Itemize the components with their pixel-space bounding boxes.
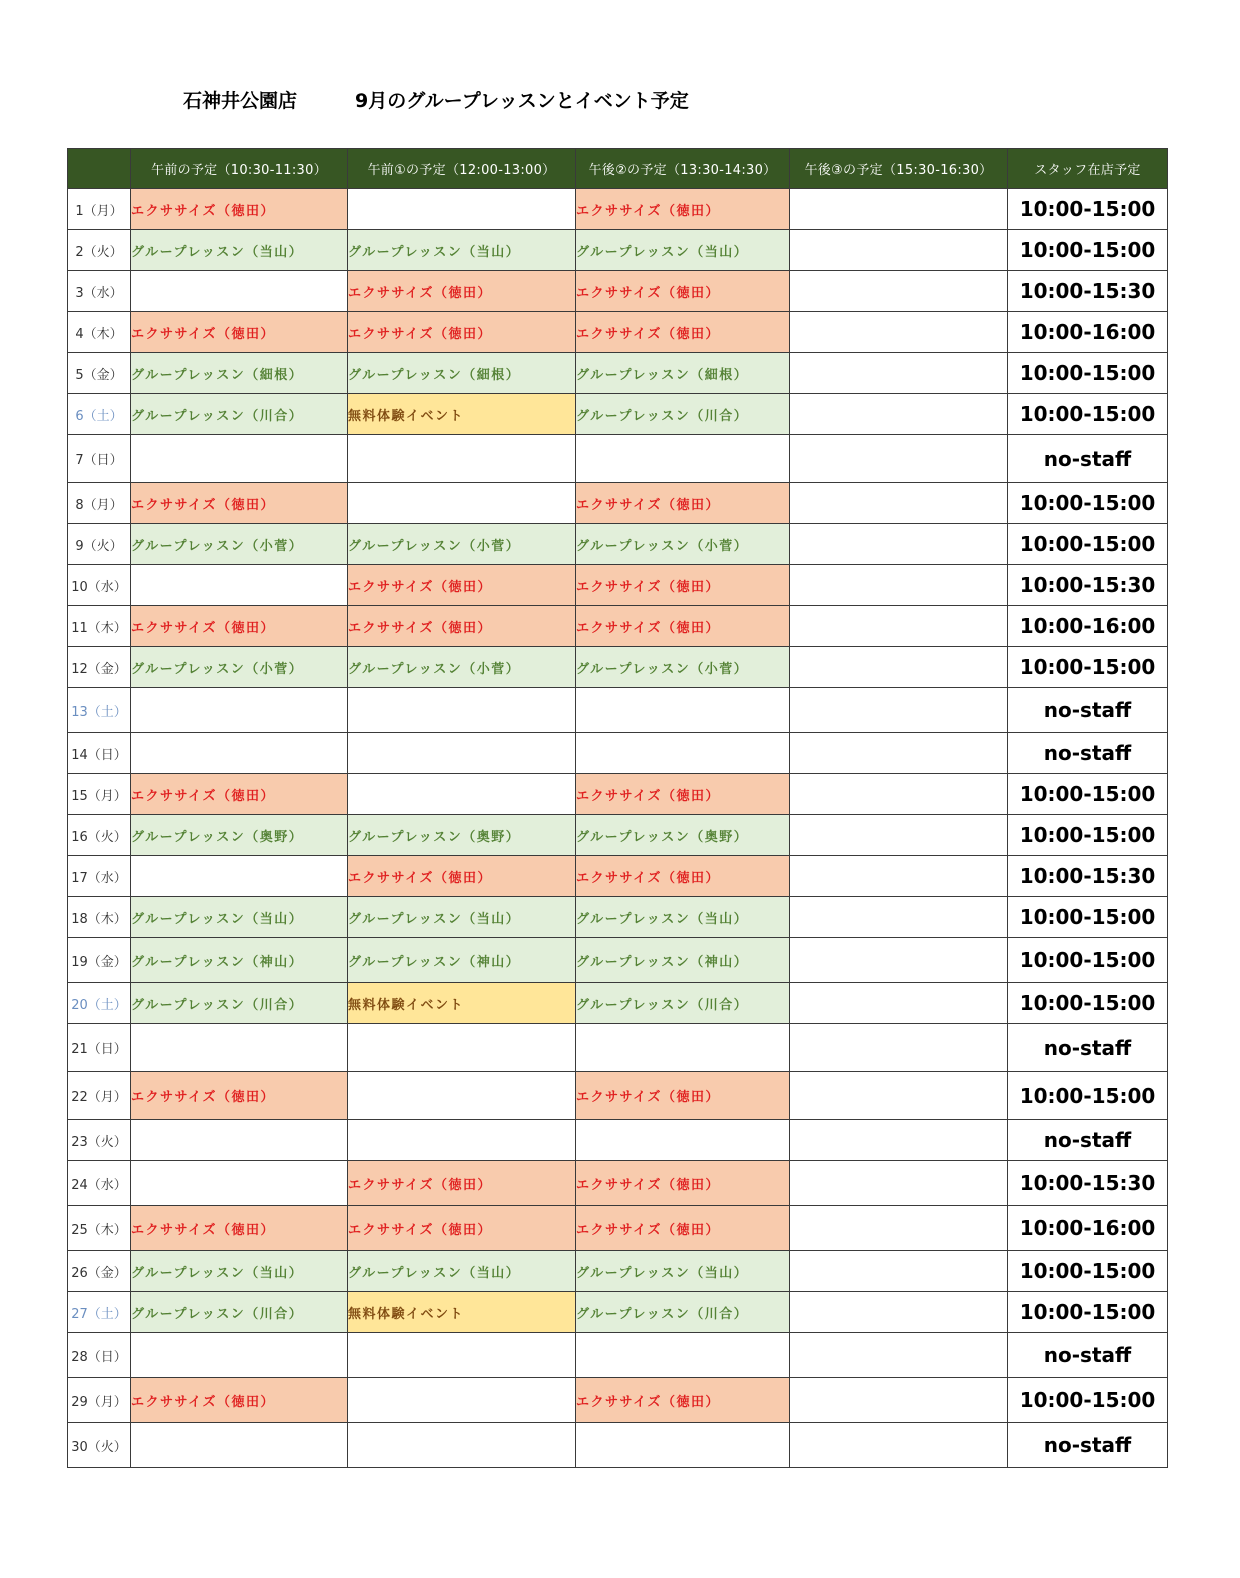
slot-afternoon-2-cell: エクササイズ（徳田） bbox=[576, 271, 790, 312]
slot-noon-1-cell: 無料体験イベント bbox=[348, 983, 576, 1024]
slot-afternoon-2-cell: エクササイズ（徳田） bbox=[576, 1378, 790, 1423]
table-row bbox=[68, 1333, 1168, 1378]
slot-afternoon-3-cell bbox=[790, 1423, 1008, 1468]
slot-afternoon-3-cell bbox=[790, 938, 1008, 983]
slot-morning-cell: グループレッスン（当山） bbox=[131, 1251, 348, 1292]
slot-afternoon-2-cell: グループレッスン（奥野） bbox=[576, 815, 790, 856]
slot-afternoon-3-cell bbox=[790, 1206, 1008, 1251]
date-cell: 9（火） bbox=[68, 524, 131, 565]
table-row bbox=[68, 1024, 1168, 1072]
slot-afternoon-3-cell bbox=[790, 1333, 1008, 1378]
slot-morning-cell: グループレッスン（川合） bbox=[131, 394, 348, 435]
column-header-date bbox=[68, 149, 131, 189]
slot-noon-1-cell: グループレッスン（小菅） bbox=[348, 647, 576, 688]
slot-afternoon-3-cell bbox=[790, 565, 1008, 606]
staff-hours-cell: 10:00-15:30 bbox=[1008, 565, 1168, 606]
slot-afternoon-2-cell: エクササイズ（徳田） bbox=[576, 189, 790, 230]
slot-morning-cell bbox=[131, 435, 348, 483]
slot-afternoon-3-cell bbox=[790, 897, 1008, 938]
date-cell: 26（金） bbox=[68, 1251, 131, 1292]
slot-afternoon-2-cell: エクササイズ（徳田） bbox=[576, 312, 790, 353]
slot-morning-cell bbox=[131, 1333, 348, 1378]
slot-afternoon-3-cell bbox=[790, 647, 1008, 688]
table-row bbox=[68, 1423, 1168, 1468]
date-cell: 7（日） bbox=[68, 435, 131, 483]
slot-afternoon-3-cell bbox=[790, 312, 1008, 353]
staff-hours-cell: 10:00-15:30 bbox=[1008, 1161, 1168, 1206]
date-cell: 13（土） bbox=[68, 688, 131, 733]
table-row bbox=[68, 524, 1168, 565]
slot-afternoon-3-cell bbox=[790, 1120, 1008, 1161]
table-row bbox=[68, 606, 1168, 647]
slot-noon-1-cell: グループレッスン（奥野） bbox=[348, 815, 576, 856]
slot-afternoon-2-cell: エクササイズ（徳田） bbox=[576, 856, 790, 897]
table-row bbox=[68, 189, 1168, 230]
slot-afternoon-3-cell bbox=[790, 774, 1008, 815]
slot-noon-1-cell: エクササイズ（徳田） bbox=[348, 1161, 576, 1206]
slot-afternoon-3-cell bbox=[790, 856, 1008, 897]
staff-hours-cell: 10:00-15:00 bbox=[1008, 1072, 1168, 1120]
slot-morning-cell bbox=[131, 1161, 348, 1206]
staff-hours-cell: 10:00-15:00 bbox=[1008, 524, 1168, 565]
slot-morning-cell bbox=[131, 565, 348, 606]
slot-afternoon-3-cell bbox=[790, 1161, 1008, 1206]
slot-afternoon-2-cell: グループレッスン（当山） bbox=[576, 897, 790, 938]
slot-afternoon-2-cell bbox=[576, 1120, 790, 1161]
slot-afternoon-3-cell bbox=[790, 353, 1008, 394]
staff-hours-cell: 10:00-15:00 bbox=[1008, 897, 1168, 938]
table-row bbox=[68, 815, 1168, 856]
slot-noon-1-cell bbox=[348, 733, 576, 774]
slot-afternoon-3-cell bbox=[790, 983, 1008, 1024]
table-row bbox=[68, 1120, 1168, 1161]
table-row bbox=[68, 647, 1168, 688]
slot-morning-cell: グループレッスン（神山） bbox=[131, 938, 348, 983]
slot-morning-cell: エクササイズ（徳田） bbox=[131, 312, 348, 353]
table-row bbox=[68, 1378, 1168, 1423]
date-cell: 18（木） bbox=[68, 897, 131, 938]
date-cell: 16（火） bbox=[68, 815, 131, 856]
table-row bbox=[68, 1206, 1168, 1251]
slot-noon-1-cell bbox=[348, 1024, 576, 1072]
slot-morning-cell: エクササイズ（徳田） bbox=[131, 774, 348, 815]
slot-morning-cell: エクササイズ（徳田） bbox=[131, 483, 348, 524]
staff-hours-cell: no-staff bbox=[1008, 1120, 1168, 1161]
date-cell: 30（火） bbox=[68, 1423, 131, 1468]
slot-noon-1-cell: グループレッスン（当山） bbox=[348, 230, 576, 271]
column-header-morning: 午前の予定（10:30-11:30） bbox=[131, 149, 348, 189]
date-cell: 28（日） bbox=[68, 1333, 131, 1378]
slot-noon-1-cell bbox=[348, 483, 576, 524]
date-cell: 22（月） bbox=[68, 1072, 131, 1120]
slot-afternoon-2-cell: エクササイズ（徳田） bbox=[576, 774, 790, 815]
staff-hours-cell: no-staff bbox=[1008, 1423, 1168, 1468]
staff-hours-cell: 10:00-15:00 bbox=[1008, 983, 1168, 1024]
slot-afternoon-2-cell bbox=[576, 1333, 790, 1378]
date-cell: 19（金） bbox=[68, 938, 131, 983]
date-cell: 14（日） bbox=[68, 733, 131, 774]
title-row bbox=[0, 86, 1240, 116]
date-cell: 21（日） bbox=[68, 1024, 131, 1072]
date-cell: 27（土） bbox=[68, 1292, 131, 1333]
column-header-staff: スタッフ在店予定 bbox=[1008, 149, 1168, 189]
slot-afternoon-3-cell bbox=[790, 483, 1008, 524]
date-cell: 10（水） bbox=[68, 565, 131, 606]
table-row bbox=[68, 897, 1168, 938]
staff-hours-cell: no-staff bbox=[1008, 435, 1168, 483]
table-row bbox=[68, 312, 1168, 353]
slot-morning-cell bbox=[131, 1423, 348, 1468]
slot-afternoon-2-cell bbox=[576, 688, 790, 733]
slot-afternoon-2-cell bbox=[576, 1423, 790, 1468]
slot-afternoon-2-cell: グループレッスン（当山） bbox=[576, 1251, 790, 1292]
slot-morning-cell bbox=[131, 856, 348, 897]
table-row bbox=[68, 435, 1168, 483]
slot-afternoon-3-cell bbox=[790, 1292, 1008, 1333]
slot-noon-1-cell bbox=[348, 1072, 576, 1120]
slot-afternoon-3-cell bbox=[790, 1024, 1008, 1072]
staff-hours-cell: 10:00-15:30 bbox=[1008, 856, 1168, 897]
date-cell: 8（月） bbox=[68, 483, 131, 524]
slot-afternoon-2-cell: グループレッスン（川合） bbox=[576, 1292, 790, 1333]
slot-noon-1-cell bbox=[348, 1423, 576, 1468]
column-header-noon-1: 午前①の予定（12:00-13:00） bbox=[348, 149, 576, 189]
slot-noon-1-cell bbox=[348, 435, 576, 483]
slot-afternoon-3-cell bbox=[790, 230, 1008, 271]
slot-morning-cell: エクササイズ（徳田） bbox=[131, 1206, 348, 1251]
slot-afternoon-2-cell: グループレッスン（細根） bbox=[576, 353, 790, 394]
slot-noon-1-cell: エクササイズ（徳田） bbox=[348, 1206, 576, 1251]
slot-afternoon-2-cell: エクササイズ（徳田） bbox=[576, 1206, 790, 1251]
staff-hours-cell: no-staff bbox=[1008, 1333, 1168, 1378]
date-cell: 2（火） bbox=[68, 230, 131, 271]
slot-noon-1-cell bbox=[348, 688, 576, 733]
date-cell: 15（月） bbox=[68, 774, 131, 815]
table-row bbox=[68, 983, 1168, 1024]
table-row bbox=[68, 394, 1168, 435]
slot-afternoon-2-cell: グループレッスン（川合） bbox=[576, 394, 790, 435]
staff-hours-cell: 10:00-15:00 bbox=[1008, 647, 1168, 688]
staff-hours-cell: 10:00-15:00 bbox=[1008, 353, 1168, 394]
slot-noon-1-cell bbox=[348, 1378, 576, 1423]
slot-morning-cell: グループレッスン（小菅） bbox=[131, 647, 348, 688]
slot-noon-1-cell: エクササイズ（徳田） bbox=[348, 565, 576, 606]
slot-afternoon-3-cell bbox=[790, 1378, 1008, 1423]
date-cell: 1（月） bbox=[68, 189, 131, 230]
staff-hours-cell: 10:00-15:00 bbox=[1008, 1378, 1168, 1423]
staff-hours-cell: no-staff bbox=[1008, 1024, 1168, 1072]
slot-afternoon-2-cell: グループレッスン（神山） bbox=[576, 938, 790, 983]
slot-noon-1-cell: 無料体験イベント bbox=[348, 394, 576, 435]
slot-afternoon-2-cell: グループレッスン（小菅） bbox=[576, 524, 790, 565]
table-row bbox=[68, 565, 1168, 606]
staff-hours-cell: 10:00-15:00 bbox=[1008, 1251, 1168, 1292]
staff-hours-cell: 10:00-15:00 bbox=[1008, 774, 1168, 815]
slot-morning-cell bbox=[131, 271, 348, 312]
slot-afternoon-3-cell bbox=[790, 435, 1008, 483]
slot-noon-1-cell: グループレッスン（細根） bbox=[348, 353, 576, 394]
slot-afternoon-2-cell: エクササイズ（徳田） bbox=[576, 1072, 790, 1120]
date-cell: 12（金） bbox=[68, 647, 131, 688]
slot-morning-cell: エクササイズ（徳田） bbox=[131, 1072, 348, 1120]
staff-hours-cell: 10:00-15:30 bbox=[1008, 271, 1168, 312]
date-cell: 11（木） bbox=[68, 606, 131, 647]
table-row bbox=[68, 271, 1168, 312]
slot-noon-1-cell: エクササイズ（徳田） bbox=[348, 856, 576, 897]
slot-afternoon-3-cell bbox=[790, 394, 1008, 435]
slot-morning-cell bbox=[131, 733, 348, 774]
staff-hours-cell: 10:00-15:00 bbox=[1008, 938, 1168, 983]
staff-hours-cell: 10:00-16:00 bbox=[1008, 312, 1168, 353]
slot-noon-1-cell: 無料体験イベント bbox=[348, 1292, 576, 1333]
slot-morning-cell: グループレッスン（当山） bbox=[131, 230, 348, 271]
slot-morning-cell: グループレッスン（川合） bbox=[131, 983, 348, 1024]
staff-hours-cell: 10:00-15:00 bbox=[1008, 230, 1168, 271]
date-cell: 29（月） bbox=[68, 1378, 131, 1423]
table-row bbox=[68, 353, 1168, 394]
slot-afternoon-2-cell bbox=[576, 733, 790, 774]
table-row bbox=[68, 1161, 1168, 1206]
slot-afternoon-2-cell: エクササイズ（徳田） bbox=[576, 606, 790, 647]
table-row bbox=[68, 688, 1168, 733]
column-header-afternoon-3: 午後③の予定（15:30-16:30） bbox=[790, 149, 1008, 189]
date-cell: 5（金） bbox=[68, 353, 131, 394]
slot-noon-1-cell: グループレッスン（神山） bbox=[348, 938, 576, 983]
slot-afternoon-3-cell bbox=[790, 189, 1008, 230]
staff-hours-cell: no-staff bbox=[1008, 688, 1168, 733]
date-cell: 23（火） bbox=[68, 1120, 131, 1161]
slot-morning-cell bbox=[131, 1120, 348, 1161]
slot-afternoon-2-cell: エクササイズ（徳田） bbox=[576, 565, 790, 606]
slot-afternoon-2-cell bbox=[576, 435, 790, 483]
slot-afternoon-3-cell bbox=[790, 688, 1008, 733]
table-row bbox=[68, 1292, 1168, 1333]
staff-hours-cell: 10:00-15:00 bbox=[1008, 189, 1168, 230]
date-cell: 20（土） bbox=[68, 983, 131, 1024]
table-row bbox=[68, 1072, 1168, 1120]
slot-morning-cell: グループレッスン（小菅） bbox=[131, 524, 348, 565]
table-row bbox=[68, 938, 1168, 983]
staff-hours-cell: no-staff bbox=[1008, 733, 1168, 774]
slot-morning-cell: エクササイズ（徳田） bbox=[131, 606, 348, 647]
slot-noon-1-cell: エクササイズ（徳田） bbox=[348, 312, 576, 353]
table-row bbox=[68, 1251, 1168, 1292]
slot-morning-cell bbox=[131, 688, 348, 733]
table-body bbox=[68, 189, 1168, 1468]
slot-morning-cell: グループレッスン（細根） bbox=[131, 353, 348, 394]
date-cell: 24（水） bbox=[68, 1161, 131, 1206]
slot-morning-cell: エクササイズ（徳田） bbox=[131, 1378, 348, 1423]
slot-afternoon-3-cell bbox=[790, 271, 1008, 312]
slot-noon-1-cell: グループレッスン（小菅） bbox=[348, 524, 576, 565]
slot-afternoon-3-cell bbox=[790, 606, 1008, 647]
table-row bbox=[68, 733, 1168, 774]
staff-hours-cell: 10:00-15:00 bbox=[1008, 1292, 1168, 1333]
store-name: 石神井公園店 bbox=[183, 90, 298, 112]
date-cell: 6（土） bbox=[68, 394, 131, 435]
column-header-afternoon-2: 午後②の予定（13:30-14:30） bbox=[576, 149, 790, 189]
table-row bbox=[68, 856, 1168, 897]
slot-noon-1-cell: エクササイズ（徳田） bbox=[348, 271, 576, 312]
slot-morning-cell: グループレッスン（奥野） bbox=[131, 815, 348, 856]
slot-noon-1-cell: グループレッスン（当山） bbox=[348, 897, 576, 938]
slot-afternoon-2-cell bbox=[576, 1024, 790, 1072]
staff-hours-cell: 10:00-15:00 bbox=[1008, 394, 1168, 435]
slot-afternoon-2-cell: グループレッスン（川合） bbox=[576, 983, 790, 1024]
page-title: 9月のグループレッスンとイベント予定 bbox=[355, 90, 689, 112]
slot-afternoon-2-cell: エクササイズ（徳田） bbox=[576, 483, 790, 524]
date-cell: 17（水） bbox=[68, 856, 131, 897]
table-row bbox=[68, 230, 1168, 271]
staff-hours-cell: 10:00-15:00 bbox=[1008, 815, 1168, 856]
slot-afternoon-2-cell: グループレッスン（小菅） bbox=[576, 647, 790, 688]
slot-noon-1-cell: グループレッスン（当山） bbox=[348, 1251, 576, 1292]
staff-hours-cell: 10:00-15:00 bbox=[1008, 483, 1168, 524]
slot-noon-1-cell bbox=[348, 1333, 576, 1378]
slot-afternoon-3-cell bbox=[790, 524, 1008, 565]
slot-afternoon-3-cell bbox=[790, 1251, 1008, 1292]
slot-noon-1-cell bbox=[348, 189, 576, 230]
slot-afternoon-3-cell bbox=[790, 733, 1008, 774]
slot-afternoon-2-cell: グループレッスン（当山） bbox=[576, 230, 790, 271]
slot-morning-cell bbox=[131, 1024, 348, 1072]
date-cell: 25（木） bbox=[68, 1206, 131, 1251]
slot-noon-1-cell bbox=[348, 1120, 576, 1161]
table-row bbox=[68, 774, 1168, 815]
schedule-table bbox=[67, 148, 1168, 1468]
slot-morning-cell: グループレッスン（川合） bbox=[131, 1292, 348, 1333]
slot-noon-1-cell: エクササイズ（徳田） bbox=[348, 606, 576, 647]
slot-morning-cell: エクササイズ（徳田） bbox=[131, 189, 348, 230]
staff-hours-cell: 10:00-16:00 bbox=[1008, 606, 1168, 647]
slot-morning-cell: グループレッスン（当山） bbox=[131, 897, 348, 938]
slot-afternoon-2-cell: エクササイズ（徳田） bbox=[576, 1161, 790, 1206]
date-cell: 4（木） bbox=[68, 312, 131, 353]
slot-afternoon-3-cell bbox=[790, 1072, 1008, 1120]
table-row bbox=[68, 483, 1168, 524]
table-header bbox=[68, 149, 1168, 189]
staff-hours-cell: 10:00-16:00 bbox=[1008, 1206, 1168, 1251]
date-cell: 3（水） bbox=[68, 271, 131, 312]
slot-noon-1-cell bbox=[348, 774, 576, 815]
slot-afternoon-3-cell bbox=[790, 815, 1008, 856]
